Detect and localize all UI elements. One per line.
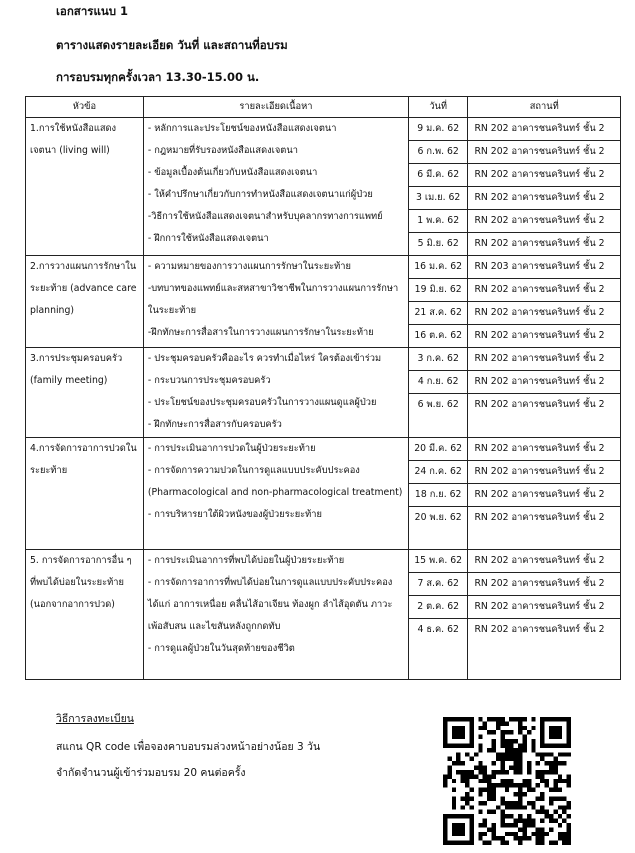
header-date: วันที่: [408, 97, 468, 118]
date-value: 16 ต.ค. 62: [414, 330, 463, 341]
date-value: 1 พ.ค. 62: [409, 210, 468, 233]
table-row: [26, 118, 621, 256]
schedule-table: [25, 96, 621, 680]
detail-item: - การจัดการอาการที่พบได้บ่อยในการดูแลแบบประคับประคอง ได้แก่ อาการเหนื่อย คลื่นไส้อาเจียน ท้องผูก ลำไส้อุดตัน ภาวะเพ้อสับสน และไขสันหลังถูกกดทับ: [147, 577, 393, 632]
date-value: 20 พ.ย. 62: [414, 512, 462, 523]
places-cell: [468, 348, 621, 438]
header-place: สถานที่: [468, 97, 621, 118]
places-cell: [468, 256, 621, 348]
detail-item: - การประเมินอาการที่พบได้บ่อยในผู้ป่วยระยะท้าย: [147, 555, 345, 566]
dates-cell: [408, 118, 468, 256]
detail-item: -บทบาทของแพทย์และสหสาขาวิชาชีพในการวางแผนการรักษาในระยะท้าย: [147, 283, 399, 316]
table-row: [26, 256, 621, 348]
date-value: 6 ก.พ. 62: [409, 141, 468, 164]
table-row: [26, 550, 621, 680]
detail-item: - ให้คำปรึกษาเกี่ยวกับการทำหนังสือแสดงเจตนาแก่ผู้ป่วย: [147, 189, 373, 200]
place-value: RN 202 อาคารชนครินทร์ ชั้น 2: [468, 484, 620, 507]
topic-cell: 2.การวางแผนการรักษาในระยะท้าย (advance care planning): [26, 256, 144, 348]
place-value: RN 202 อาคารชนครินทร์ ชั้น 2: [468, 302, 620, 325]
detail-item: - ฝึกทักษะการสื่อสารกับครอบครัว: [147, 419, 282, 430]
place-value: RN 202 อาคารชนครินทร์ ชั้น 2: [468, 348, 620, 371]
place-value: RN 202 อาคารชนครินทร์ ชั้น 2: [474, 512, 605, 523]
place-value: RN 202 อาคารชนครินทร์ ชั้น 2: [468, 164, 620, 187]
date-value: 15 พ.ค. 62: [409, 550, 468, 573]
detail-item: - ประโยชน์ของประชุมครอบครัวในการวางแผนดูแลผู้ป่วย: [147, 397, 377, 408]
table-row: [26, 438, 621, 550]
place-value: RN 202 อาคารชนครินทร์ ชั้น 2: [468, 438, 620, 461]
date-value: 2 ต.ค. 62: [409, 596, 468, 619]
details-cell: [143, 438, 408, 550]
date-value: 21 ส.ค. 62: [409, 302, 468, 325]
place-value: RN 202 อาคารชนครินทร์ ชั้น 2: [468, 187, 620, 210]
date-value: 7 ส.ค. 62: [409, 573, 468, 596]
place-value: RN 202 อาคารชนครินทร์ ชั้น 2: [468, 279, 620, 302]
header-details: รายละเอียดเนื้อหา: [143, 97, 408, 118]
place-value: RN 202 อาคารชนครินทร์ ชั้น 2: [468, 550, 620, 573]
topic-cell: 5. การจัดการอาการอื่น ๆ ที่พบได้บ่อยในระยะท้าย (นอกจากอาการปวด): [26, 550, 144, 680]
attachment-label: เอกสารแนบ 1: [56, 4, 129, 18]
registration-instruction: สแกน QR code เพื่อจองคาบอบรมล่วงหน้าอย่างน้อย 3 วัน: [56, 741, 321, 753]
date-value: 4 ก.ย. 62: [409, 371, 468, 394]
date-value: 4 ธ.ค. 62: [417, 624, 459, 635]
detail-item: -วิธีการใช้หนังสือแสดงเจตนาสำหรับบุคลากรทางการแพทย์: [147, 211, 383, 222]
place-value: RN 202 อาคารชนครินทร์ ชั้น 2: [468, 461, 620, 484]
places-cell: [468, 550, 621, 680]
topic-cell: 1.การใช้หนังสือแสดงเจตนา (living will): [26, 118, 144, 256]
dates-cell: [408, 256, 468, 348]
registration-title: วิธีการลงทะเบียน: [56, 713, 134, 725]
date-value: 18 ก.ย. 62: [409, 484, 468, 507]
place-value: RN 202 อาคารชนครินทร์ ชั้น 2: [474, 330, 605, 341]
detail-item: - การดูแลผู้ป่วยในวันสุดท้ายของชีวิต: [147, 643, 295, 654]
place-value: RN 202 อาคารชนครินทร์ ชั้น 2: [474, 624, 605, 635]
place-value: RN 202 อาคารชนครินทร์ ชั้น 2: [468, 118, 620, 141]
topic-cell: 3.การประชุมครอบครัว (family meeting): [26, 348, 144, 438]
details-cell: [143, 550, 408, 680]
table-row: [26, 348, 621, 438]
training-time: การอบรมทุกครั้งเวลา 13.30-15.00 น.: [56, 70, 260, 84]
place-value: RN 202 อาคารชนครินทร์ ชั้น 2: [468, 596, 620, 619]
date-value: 24 ก.ค. 62: [409, 461, 468, 484]
places-cell: [468, 438, 621, 550]
detail-item: - ความหมายของการวางแผนการรักษาในระยะท้าย: [147, 261, 351, 272]
table-header-row: [26, 97, 621, 118]
detail-item: - หลักการและประโยชน์ของหนังสือแสดงเจตนา: [147, 123, 337, 134]
date-value: 19 มิ.ย. 62: [409, 279, 468, 302]
place-value: RN 202 อาคารชนครินทร์ ชั้น 2: [474, 399, 605, 410]
details-cell: [143, 256, 408, 348]
detail-item: - กระบวนการประชุมครอบครัว: [147, 375, 271, 386]
qr-code-icon[interactable]: [443, 717, 571, 845]
detail-item: - ข้อมูลเบื้องต้นเกี่ยวกับหนังสือแสดงเจตนา: [147, 167, 318, 178]
place-value: RN 202 อาคารชนครินทร์ ชั้น 2: [468, 371, 620, 394]
date-value: 9 ม.ค. 62: [409, 118, 468, 141]
dates-cell: [408, 438, 468, 550]
date-value: 6 มี.ค. 62: [409, 164, 468, 187]
detail-item: - การจัดการความปวดในการดูแลแบบประคับประคอง (Pharmacological and non-pharmacological treatment): [147, 465, 403, 498]
detail-item: -ฝึกทักษะการสื่อสารในการวางแผนการรักษาในระยะท้าย: [147, 327, 374, 338]
detail-item: - กฎหมายที่รับรองหนังสือแสดงเจตนา: [147, 145, 298, 156]
place-value: RN 203 อาคารชนครินทร์ ชั้น 2: [468, 256, 620, 279]
detail-item: - ฝึกการใช้หนังสือแสดงเจตนา: [147, 233, 269, 244]
place-value: RN 202 อาคารชนครินทร์ ชั้น 2: [468, 573, 620, 596]
date-value: 16 ม.ค. 62: [409, 256, 468, 279]
topic-cell: 4.การจัดการอาการปวดในระยะท้าย: [26, 438, 144, 550]
dates-cell: [408, 550, 468, 680]
header-topic: หัวข้อ: [26, 97, 144, 118]
detail-item: - การประเมินอาการปวดในผู้ป่วยระยะท้าย: [147, 443, 316, 454]
registration-limit: จำกัดจำนวนผู้เข้าร่วมอบรม 20 คนต่อครั้ง: [56, 767, 246, 779]
detail-item: - การบริหารยาใต้ผิวหนังของผู้ป่วยระยะท้าย: [147, 509, 322, 520]
place-value: RN 202 อาคารชนครินทร์ ชั้น 2: [468, 141, 620, 164]
details-cell: [143, 348, 408, 438]
date-value: 6 พ.ย. 62: [417, 399, 459, 410]
document-title: ตารางแสดงรายละเอียด วันที่ และสถานที่อบรม: [56, 38, 288, 52]
date-value: 20 มี.ค. 62: [409, 438, 468, 461]
detail-item: - ประชุมครอบครัวคืออะไร ควรทำเมื่อไหร่ ใครต้องเข้าร่วม: [147, 353, 382, 364]
place-value: RN 202 อาคารชนครินทร์ ชั้น 2: [468, 210, 620, 233]
place-value: RN 202 อาคารชนครินทร์ ชั้น 2: [474, 238, 605, 249]
places-cell: [468, 118, 621, 256]
date-value: 5 มิ.ย. 62: [417, 238, 459, 249]
date-value: 3 ก.ค. 62: [409, 348, 468, 371]
date-value: 3 เม.ย. 62: [409, 187, 468, 210]
dates-cell: [408, 348, 468, 438]
details-cell: [143, 118, 408, 256]
